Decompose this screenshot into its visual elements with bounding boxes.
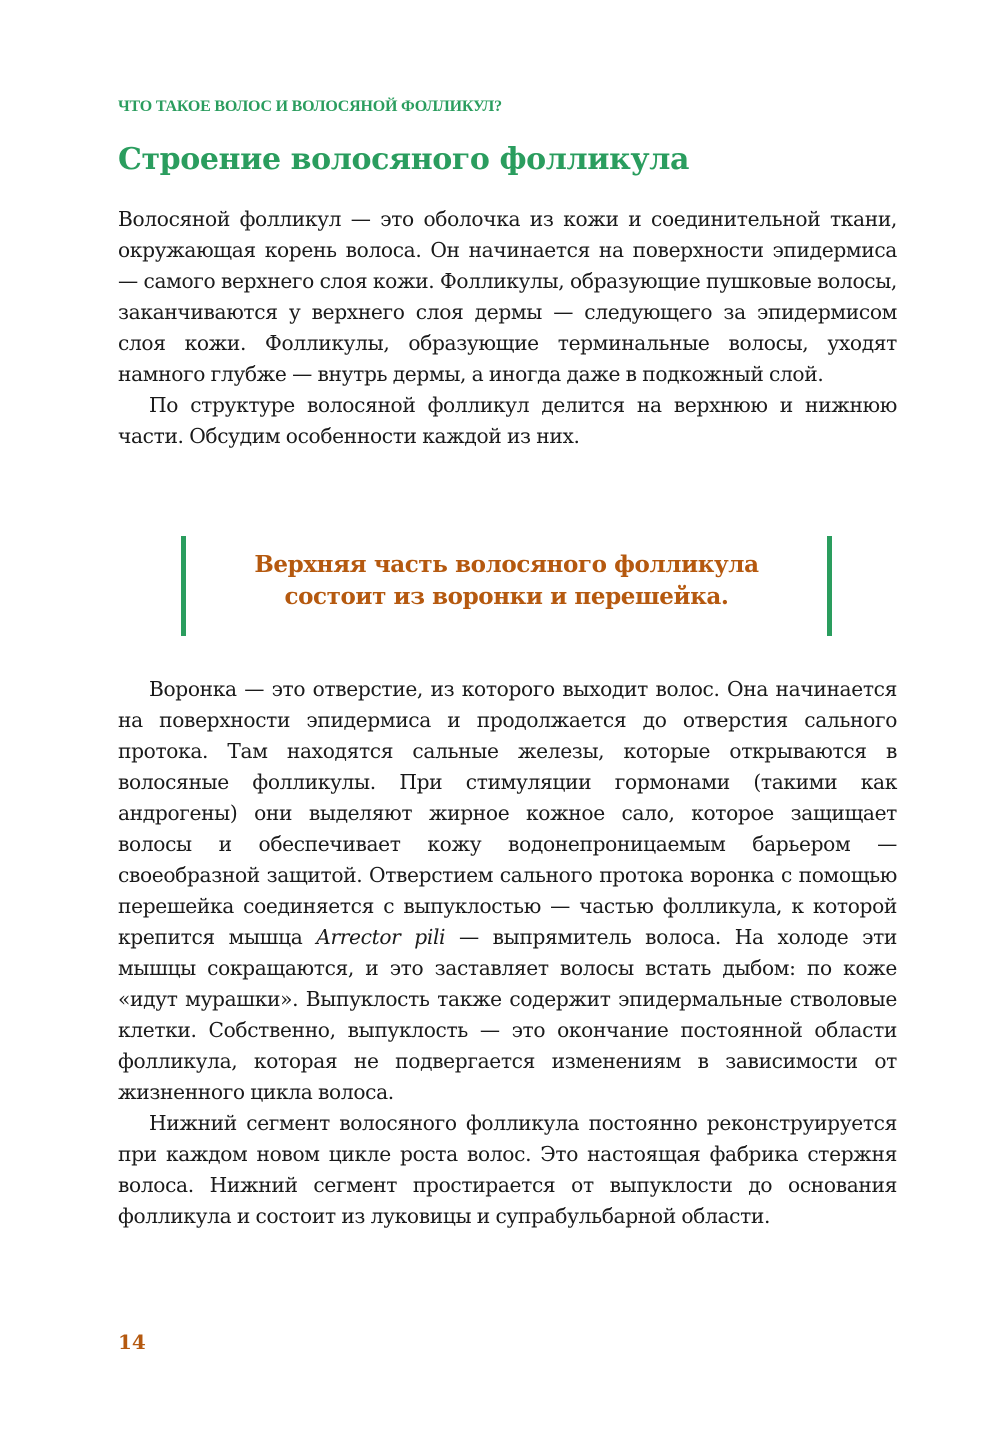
- pull-quote-right-bar: [827, 536, 832, 636]
- paragraph-text: Воронка — это отверстие, из которого выходит волос. Она начинается на поверхности эпидермиса и продолжается до отверстия сального протока. Там находятся сальные железы, которые открываются в волосяные фолликулы. При стимуляции гормонами (такими как андрогены) они выделяют жирное кожное сало, которое защищает волосы и обеспечивает кожу водонепроницаемым барьером — своеобразной защитой. Отверстием сального протока воронка с помощью перешейка соединяется с выпуклостью — частью фолликула, к которой крепится мышца: [118, 677, 897, 949]
- pull-quote-line: состоит из воронки и перешейка.: [284, 583, 729, 610]
- pull-quote-text: [201, 549, 812, 613]
- page-number: 14: [118, 1330, 146, 1354]
- paragraph-text: — выпрямитель волоса. На холоде эти мышцы сокращаются, и это заставляет волосы встать дыбом: по коже «идут мурашки». Выпуклость также содержит эпидермальные стволовые клетки. Собственно, выпуклость — это окончание постоянной области фолликула, которая не подвергается изменениям в зависимости от жизненного цикла волоса.: [118, 925, 898, 1104]
- paragraph: Нижний сегмент волосяного фолликула постоянно реконструируется при каждом новом цикле роста волос. Это настоящая фабрика стержня волоса. Нижний сегмент простирается от выпуклости до основания фолликула и состоит из луковицы и супрабульбарной области.: [118, 1111, 897, 1228]
- paragraph: По структуре волосяной фолликул делится на верхнюю и нижнюю части. Обсудим особенности каждой из них.: [118, 393, 897, 448]
- pull-quote: [181, 536, 832, 636]
- latin-term: Arrector pili: [316, 925, 446, 949]
- paragraph: [118, 674, 897, 1108]
- intro-text: [118, 204, 897, 452]
- section-title: Строение волосяного фолликула: [118, 142, 690, 177]
- pull-quote-line: Верхняя часть волосяного фолликула: [254, 551, 759, 578]
- paragraph: Волосяной фолликул — это оболочка из кожи и соединительной ткани, окружающая корень волоса. Он начинается на поверхности эпидермиса — самого верхнего слоя кожи. Фолликулы, образующие пушковые волосы, заканчиваются у верхнего слоя дермы — следующего за эпидермисом слоя кожи. Фолликулы, образующие терминальные волосы, уходят намного глубже — внутрь дермы, а иногда даже в подкожный слой.: [118, 207, 897, 386]
- running-head: ЧТО ТАКОЕ ВОЛОС И ВОЛОСЯНОЙ ФОЛЛИКУЛ?: [118, 98, 502, 115]
- body-text: [118, 674, 897, 1232]
- pull-quote-left-bar: [181, 536, 186, 636]
